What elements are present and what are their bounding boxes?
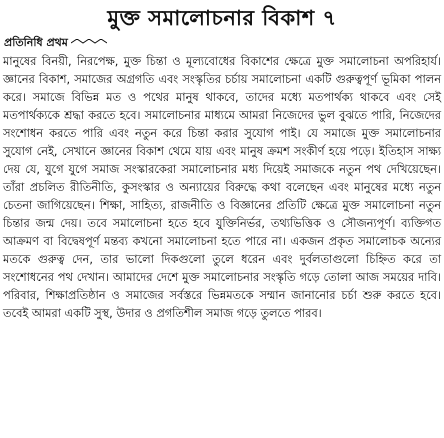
- article-body: [3, 52, 441, 322]
- article-header: [0, 0, 444, 50]
- article-paragraph: মানুষের বিনয়ী, নিরপেক্ষ, মুক্ত চিন্তা ও মূল্যবোধের বিকাশের ক্ষেত্রে মুক্ত সমালোচনা অপরিহার্য। জ্ঞানের বিকাশ, সমাজের অগ্রগতি এবং সংস্কৃতির চর্চায় সমালোচনা একটি গুরুত্বপূর্ণ ভূমিকা পালন করে। সমাজে বিভিন্ন মত ও পথের মানুষ থাকবে, তাদের মধ্যে মতপার্থক্য থাকবে এবং সেই মতপার্থক্যকে শ্রদ্ধা করতে হবে। সমালোচনার মাধ্যমে আমরা নিজেদের ভুল বুঝতে পারি, নিজেদের সংশোধন করতে পারি এবং নতুন করে চিন্তা করার সুযোগ পাই। যে সমাজে মুক্ত সমালোচনার সুযোগ নেই, সেখানে জ্ঞানের বিকাশ থেমে যায় এবং মানুষ ক্রমশ সংকীর্ণ হয়ে পড়ে। ইতিহাস সাক্ষ্য দেয় যে, যুগে যুগে সমাজ সংস্কারকেরা সমালোচনার মধ্য দিয়েই সমাজকে নতুন পথ দেখিয়েছেন। তাঁরা প্রচলিত রীতিনীতি, কুসংস্কার ও অন্যায়ের বিরুদ্ধে কথা বলেছেন এবং মানুষের মধ্যে নতুন চেতনা জাগিয়েছেন। শিক্ষা, সাহিত্য, রাজনীতি ও বিজ্ঞানের প্রতিটি ক্ষেত্রে মুক্ত সমালোচনা নতুন চিন্তার জন্ম দেয়। তবে সমালোচনা হতে হবে যুক্তিনির্ভর, তথ্যভিত্তিক ও সৌজন্যপূর্ণ। ব্যক্তিগত আক্রমণ বা বিদ্বেষপূর্ণ মন্তব্য কখনো সমালোচনা হতে পারে না। একজন প্রকৃত সমালোচক অন্যের মতকে গুরুত্ব দেন, তার ভালো দিকগুলো তুলে ধরেন এবং দুর্বলতাগুলো চিহ্নিত করে তা সংশোধনের পথ দেখান। আমাদের দেশে মুক্ত সমালোচনার সংস্কৃতি গড়ে তোলা আজ সময়ের দাবি। পরিবার, শিক্ষাপ্রতিষ্ঠান ও সমাজের সর্বস্তরে ভিন্নমতকে সম্মান জানানোর চর্চা শুরু করতে হবে। তবেই আমরা একটি সুস্থ, উদার ও প্রগতিশীল সমাজ গড়ে তুলতে পারব।: [3, 54, 441, 320]
- article-headline: মুক্ত সমালোচনার বিকাশ ৭: [107, 6, 337, 30]
- article-byline: [4, 34, 107, 53]
- byline-ornament-icon: [71, 39, 107, 47]
- byline-author: প্রতিনিধি প্রথম: [4, 36, 68, 49]
